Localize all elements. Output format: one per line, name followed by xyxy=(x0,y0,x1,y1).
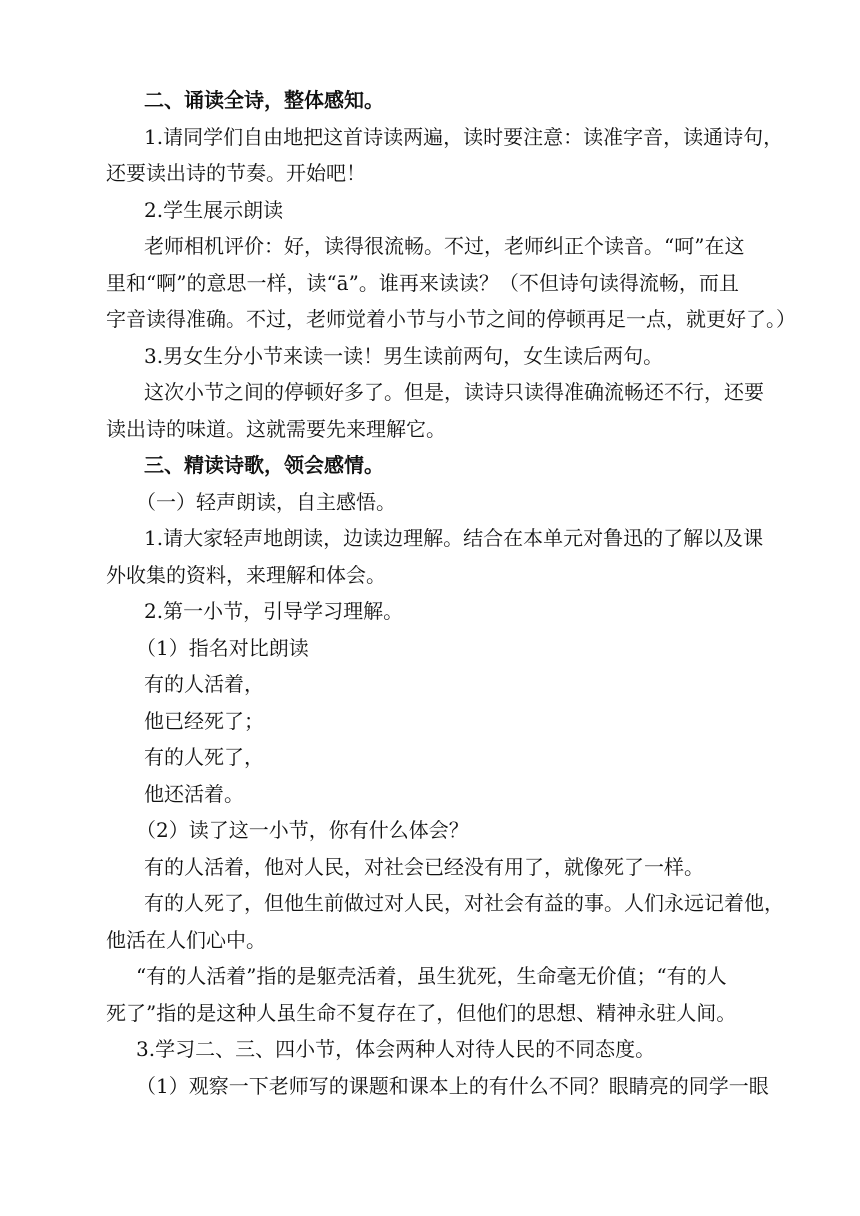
section-heading-2: 二、诵读全诗，整体感知。 xyxy=(144,88,384,112)
paragraph-line: 读出诗的味道。这就需要先来理解它。 xyxy=(106,416,446,441)
paragraph-line: （1）观察一下老师写的课题和课本上的有什么不同？眼睛亮的同学一眼 xyxy=(136,1073,769,1098)
paragraph-line: 有的人活着，他对人民，对社会已经没有用了，就像死了一样。 xyxy=(144,854,704,879)
paragraph-line: 2.学生展示朗读 xyxy=(144,197,284,222)
poem-line: 有的人死了， xyxy=(144,745,264,769)
paragraph-line: 3.学习二、三、四小节，体会两种人对待人民的不同态度。 xyxy=(136,1037,656,1061)
paragraph-line: 有的人死了，但他生前做过对人民，对社会有益的事。人们永远记着他， xyxy=(144,891,784,915)
paragraph-line: 字音读得准确。不过，老师觉着小节与小节之间的停顿再足一点，就更好了。） xyxy=(106,307,796,331)
paragraph-line: 老师相机评价：好，读得很流畅。不过，老师纠正个读音。“呵”在这 xyxy=(144,234,745,258)
poem-line: 他还活着。 xyxy=(144,781,244,806)
paragraph-line: 死了”指的是这种人虽生命不复存在了，但他们的思想、精神永驻人间。 xyxy=(106,1000,737,1025)
paragraph-line: 1.请大家轻声地朗读，边读边理解。结合在本单元对鲁迅的了解以及课 xyxy=(144,526,764,550)
paragraph-line: 他活在人们心中。 xyxy=(106,927,266,952)
paragraph-line: “有的人活着”指的是躯壳活着，虽生犹死，生命毫无价值；“有的人 xyxy=(136,964,727,988)
paragraph-line: 1.请同学们自由地把这首诗读两遍，读时要注意：读准字音，读通诗句， xyxy=(144,124,784,149)
paragraph-line: 里和“啊”的意思一样，读“ā”。谁再来读读？（不但诗句读得流畅，而且 xyxy=(106,270,739,295)
poem-line: 有的人活着， xyxy=(144,672,264,696)
section-heading-3: 三、精读诗歌，领会感情。 xyxy=(144,453,384,477)
paragraph-line: 外收集的资料，来理解和体会。 xyxy=(106,562,386,587)
paragraph-line: （一）轻声朗读，自主感悟。 xyxy=(136,489,396,514)
paragraph-line: 3.男女生分小节来读一读！男生读前两句，女生读后两句。 xyxy=(144,343,664,368)
paragraph-line: （1）指名对比朗读 xyxy=(136,635,309,660)
paragraph-line: 2.第一小节，引导学习理解。 xyxy=(144,599,404,623)
document-body xyxy=(106,82,796,1104)
paragraph-line: （2）读了这一小节，你有什么体会？ xyxy=(136,818,469,842)
paragraph-line: 还要读出诗的节奏。开始吧！ xyxy=(106,161,366,185)
paragraph-line: 这次小节之间的停顿好多了。但是，读诗只读得准确流畅还不行，还要 xyxy=(144,380,764,404)
poem-line: 他已经死了； xyxy=(144,708,264,733)
